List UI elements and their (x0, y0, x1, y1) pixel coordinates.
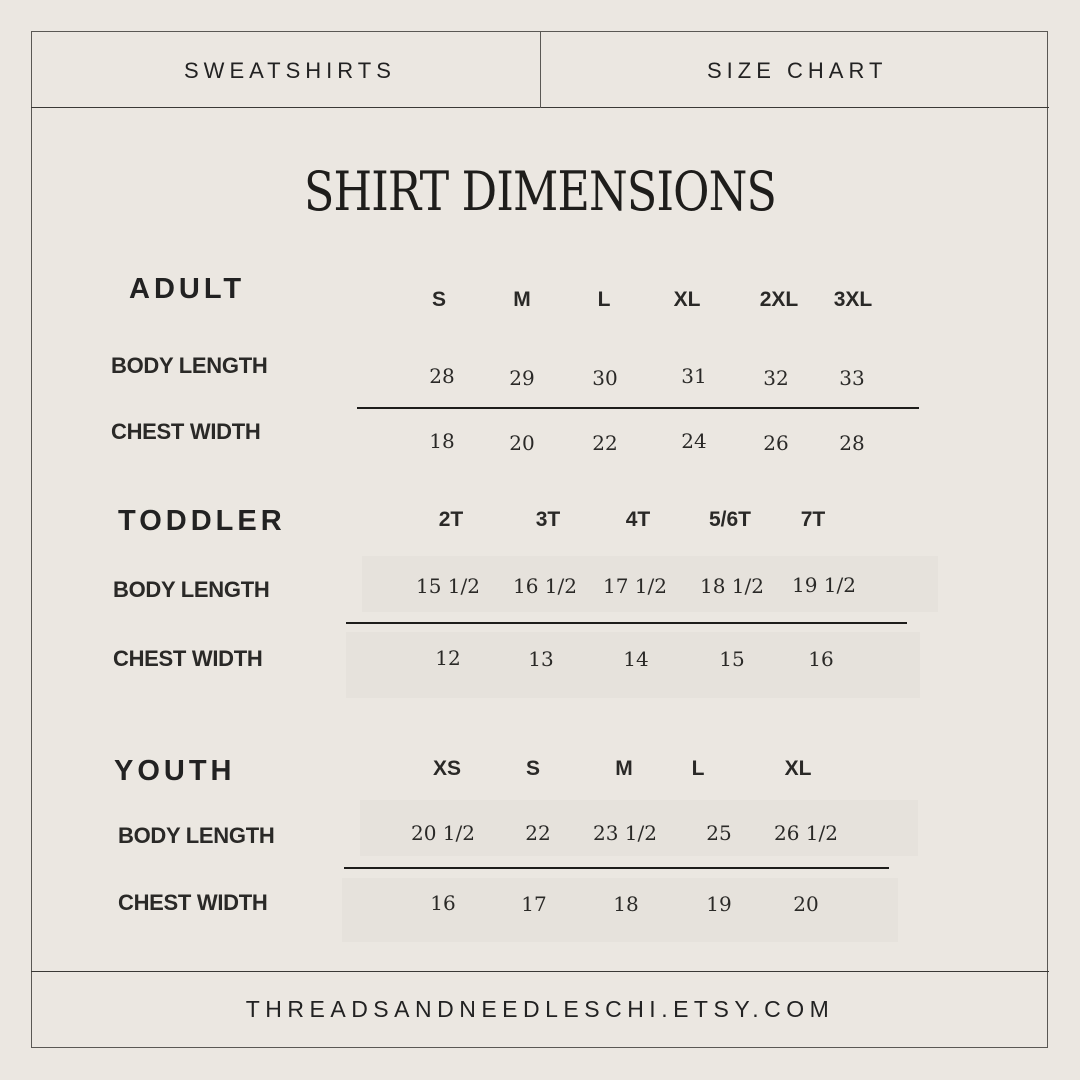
youth-body-length-value: 20 1/2 (411, 821, 475, 845)
footer-divider (31, 971, 1049, 972)
youth-body-length-value: 25 (706, 821, 732, 845)
toddler-chest-width-value: 13 (528, 647, 554, 671)
adult-size-header: L (597, 288, 611, 311)
footer-shop-url: THREADSANDNEEDLESCHI.ETSY.COM (245, 996, 835, 1022)
adult-chest-width-value: 20 (509, 431, 535, 455)
header-vertical-divider (540, 31, 541, 108)
youth-chest-width-value: 17 (521, 892, 547, 916)
youth-chest-width-value: 20 (793, 892, 819, 916)
toddler-body-length-label: BODY LENGTH (113, 577, 270, 602)
youth-body-length-value: 23 1/2 (593, 821, 657, 845)
adult-size-header: M (513, 288, 531, 311)
youth-body-length-label: BODY LENGTH (118, 823, 275, 848)
toddler-size-header: 7T (800, 508, 826, 531)
adult-chest-width-label: CHEST WIDTH (111, 419, 261, 444)
adult-size-header: XL (673, 288, 701, 311)
toddler-size-header: 4T (625, 508, 651, 531)
adult-chest-width-value: 18 (429, 429, 455, 453)
page-title: SHIRT DIMENSIONS (303, 160, 777, 223)
adult-row-divider (357, 407, 919, 409)
youth-size-header: S (525, 757, 541, 780)
toddler-body-length-value: 15 1/2 (416, 574, 480, 598)
adult-chest-width-value: 26 (763, 431, 789, 455)
toddler-section-title: TODDLER (118, 505, 286, 537)
toddler-body-length-value: 18 1/2 (700, 574, 764, 598)
toddler-body-length-value: 19 1/2 (792, 573, 856, 597)
toddler-chest-width-label: CHEST WIDTH (113, 646, 263, 671)
youth-size-header: XS (432, 757, 462, 780)
toddler-chest-width-value: 16 (808, 647, 834, 671)
youth-section-title: YOUTH (114, 755, 236, 787)
adult-chest-width-value: 28 (839, 431, 865, 455)
toddler-chest-width-value: 12 (435, 646, 461, 670)
youth-chest-width-value: 16 (430, 891, 456, 915)
header-left-label: SWEATSHIRTS (184, 58, 396, 83)
toddler-chest-width-value: 15 (719, 647, 745, 671)
adult-body-length-value: 31 (681, 364, 707, 388)
adult-body-length-value: 32 (763, 366, 789, 390)
toddler-body-length-value: 17 1/2 (603, 574, 667, 598)
youth-size-header: XL (784, 757, 812, 780)
adult-section-title: ADULT (129, 273, 246, 305)
adult-size-header: 2XL (759, 288, 799, 311)
toddler-size-header: 3T (535, 508, 561, 531)
youth-chest-width-value: 18 (613, 892, 639, 916)
youth-chest-width-value: 19 (706, 892, 732, 916)
adult-body-length-label: BODY LENGTH (111, 353, 268, 378)
youth-size-header: M (615, 757, 633, 780)
adult-size-header: 3XL (833, 288, 873, 311)
adult-chest-width-value: 24 (681, 429, 707, 453)
toddler-chest-width-value: 14 (623, 647, 649, 671)
youth-body-length-value: 22 (525, 821, 551, 845)
toddler-size-header: 5/6T (708, 508, 752, 531)
toddler-size-header: 2T (438, 508, 464, 531)
toddler-body-length-value: 16 1/2 (513, 574, 577, 598)
adult-body-length-value: 33 (839, 366, 865, 390)
youth-row-divider (344, 867, 889, 869)
youth-chest-width-label: CHEST WIDTH (118, 890, 268, 915)
toddler-row-divider (346, 622, 907, 624)
adult-body-length-value: 30 (592, 366, 618, 390)
adult-size-header: S (431, 288, 447, 311)
header-right-label: SIZE CHART (707, 58, 888, 83)
adult-chest-width-value: 22 (592, 431, 618, 455)
youth-body-length-value: 26 1/2 (774, 821, 838, 845)
adult-body-length-value: 28 (429, 364, 455, 388)
youth-size-header: L (691, 757, 705, 780)
adult-body-length-value: 29 (509, 366, 535, 390)
